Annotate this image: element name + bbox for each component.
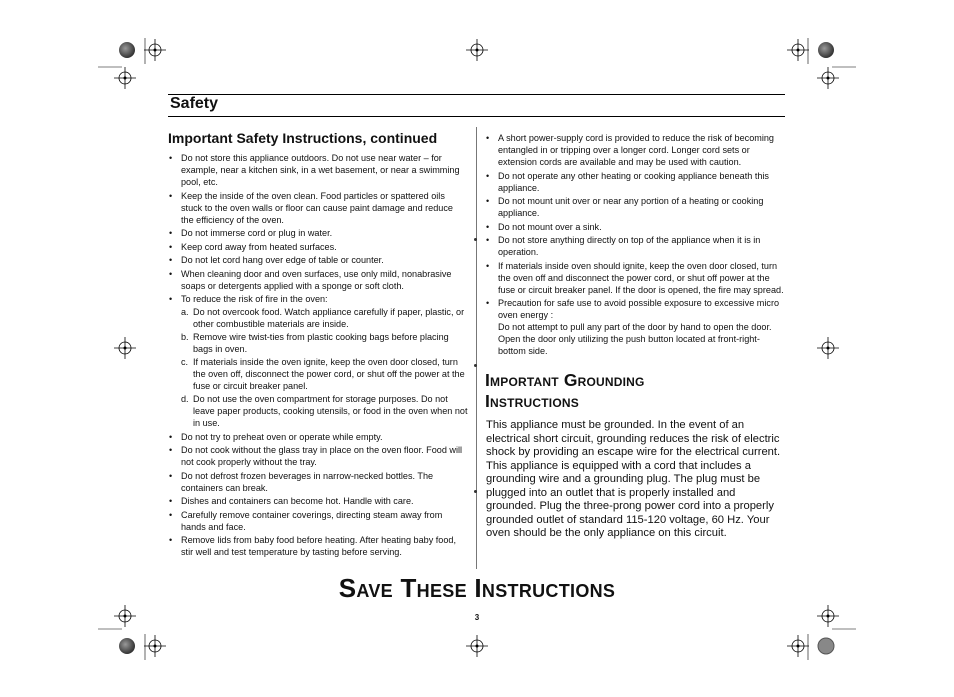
list-item bbox=[485, 170, 785, 194]
margin-dot bbox=[474, 238, 477, 241]
crosshair-icon bbox=[787, 635, 809, 657]
save-instructions-heading: Save These Instructions bbox=[338, 573, 616, 603]
crosshair-icon bbox=[817, 67, 839, 89]
sub-list-item bbox=[181, 306, 468, 330]
left-heading: Important Safety Instructions, continued bbox=[168, 130, 438, 146]
list-item-text: Keep the inside of the oven clean. Food particles or spattered oils stuck to the oven walls or floor can cause paint damage and reduce the efficiency of the oven. bbox=[181, 190, 453, 225]
crosshair-icon bbox=[466, 635, 488, 657]
list-item-text: Do not immerse cord or plug in water. bbox=[181, 228, 333, 238]
grounding-heading-line2: Instructions bbox=[485, 391, 579, 411]
color-ball-icon bbox=[818, 638, 834, 654]
list-item bbox=[168, 241, 468, 253]
list-item-text: Do not store anything directly on top of the appliance when it is in operation. bbox=[498, 235, 761, 257]
list-item bbox=[168, 470, 468, 494]
list-item bbox=[168, 444, 468, 468]
sub-list-marker: a. bbox=[181, 307, 189, 317]
margin-dot bbox=[474, 490, 477, 493]
list-item bbox=[485, 260, 785, 296]
sub-list-text: Do not overcook food. Watch appliance carefully if paper, plastic, or other combustible materials are inside. bbox=[193, 307, 465, 329]
header-top-rule bbox=[168, 94, 785, 95]
list-item-text: Keep cord away from heated surfaces. bbox=[181, 241, 337, 252]
sub-list-marker: d. bbox=[181, 394, 189, 404]
list-item-text: Do not cook without the glass tray in place on the oven floor. Food will not cook properly without the tray. bbox=[181, 445, 463, 467]
list-item-text: Do not try to preheat oven or operate while empty. bbox=[181, 431, 383, 442]
crosshair-icon bbox=[114, 67, 136, 89]
sub-list-item bbox=[181, 393, 468, 429]
list-item-text: Do not let cord hang over edge of table or counter. bbox=[181, 255, 384, 265]
list-item bbox=[485, 234, 785, 258]
list-item bbox=[485, 132, 785, 168]
section-title: Safety bbox=[170, 95, 219, 112]
crosshair-icon bbox=[144, 635, 166, 657]
crosshair-icon bbox=[114, 337, 136, 359]
color-ball-icon bbox=[119, 638, 135, 654]
list-item bbox=[168, 534, 468, 558]
list-item-text: A short power-supply cord is provided to reduce the risk of becoming entangled in or tripping over a longer cord. Longer cord sets or extension cords are available and may be used with caution. bbox=[498, 133, 774, 167]
list-item bbox=[485, 221, 785, 233]
list-item-text: Carefully remove container coverings, directing steam away from hands and face. bbox=[181, 509, 443, 532]
sub-list-text: If materials inside the oven ignite, keep the oven door closed, turn the oven off, disconnect the power cord, or shut off the power at the fuse or circuit breaker panel. bbox=[193, 357, 465, 391]
list-item bbox=[168, 190, 468, 226]
margin-dot bbox=[474, 364, 477, 367]
list-item-text: When cleaning door and oven surfaces, use only mild, nonabrasive soaps or detergents applied with a sponge or soft cloth. bbox=[181, 268, 452, 291]
crosshair-icon bbox=[466, 39, 488, 61]
list-item bbox=[485, 195, 785, 219]
sub-list-text: Do not use the oven compartment for storage purposes. Do not leave paper products, cooking utensils, or food in the oven when not in use. bbox=[193, 394, 468, 428]
header-bottom-rule bbox=[168, 116, 785, 117]
left-list bbox=[168, 152, 468, 560]
list-item bbox=[168, 431, 468, 443]
page-number: 3 bbox=[474, 613, 480, 622]
crosshair-icon bbox=[787, 39, 809, 61]
grounding-paragraph: This appliance must be grounded. In the event of an electrical short circuit, grounding reduces the risk of electric shock by providing an escape wire for the electrical current. This appliance is equipped with a cord that includes a grounding wire and a grounding plug. The plug must be plugged into an outlet that is properly installed and grounded. Plug the three-prong power cord into a properly grounded outlet of standard 115-120 voltage, 60 Hz. Your oven should be the only appliance on this circuit. bbox=[486, 419, 781, 539]
list-item-text: To reduce the risk of fire in the oven: bbox=[181, 294, 328, 304]
list-item bbox=[168, 268, 468, 292]
color-ball-icon bbox=[818, 42, 834, 58]
color-ball-icon bbox=[119, 42, 135, 58]
crosshair-icon bbox=[817, 337, 839, 359]
grounding-heading bbox=[485, 370, 645, 412]
sub-list-item bbox=[181, 356, 468, 392]
grounding-heading-line1: Important Grounding bbox=[485, 370, 645, 390]
list-item-text: Do not mount unit over or near any portion of a heating or cooking appliance. bbox=[498, 196, 764, 218]
list-item-text: Do not mount over a sink. bbox=[498, 221, 602, 232]
list-item bbox=[168, 509, 468, 533]
list-item-extra: Do not attempt to pull any part of the door by hand to open the door. Open the door only utilizing the push button located at front-right-bottom side. bbox=[498, 322, 772, 356]
sub-list-marker: b. bbox=[181, 332, 189, 342]
list-item-text: Remove lids from baby food before heating. After heating baby food, stir well and test temperature by tasting before serving. bbox=[181, 535, 457, 557]
list-item bbox=[168, 495, 468, 507]
sub-list-item bbox=[181, 331, 468, 355]
sub-list-text: Remove wire twist-ties from plastic cooking bags before placing bags in oven. bbox=[193, 332, 449, 354]
list-item bbox=[168, 293, 468, 429]
list-item-text: Precaution for safe use to avoid possible exposure to excessive micro oven energy : bbox=[498, 298, 780, 320]
list-item-text: Do not operate any other heating or cooking appliance beneath this appliance. bbox=[498, 170, 769, 193]
crosshair-icon bbox=[144, 39, 166, 61]
column-divider bbox=[476, 127, 477, 569]
list-item bbox=[168, 227, 468, 239]
list-item-text: Do not store this appliance outdoors. Do not use near water – for example, near a kitchen sink, in a wet basement, or near a swimming pool, etc. bbox=[181, 153, 460, 187]
list-item bbox=[168, 152, 468, 188]
list-item bbox=[168, 254, 468, 266]
list-item-text: Dishes and containers can become hot. Handle with care. bbox=[181, 496, 414, 506]
list-item bbox=[485, 297, 785, 357]
right-list bbox=[485, 132, 785, 359]
list-item-text: If materials inside oven should ignite, keep the oven door closed, turn the oven off and disconnect the power cord, or shut off power at the fuse or circuit breaker panel. If the door is opened, the fire may spread. bbox=[498, 260, 784, 295]
sub-list-marker: c. bbox=[181, 357, 189, 367]
sub-list bbox=[181, 306, 468, 429]
list-item-text: Do not defrost frozen beverages in narrow-necked bottles. The containers can break. bbox=[181, 470, 434, 493]
